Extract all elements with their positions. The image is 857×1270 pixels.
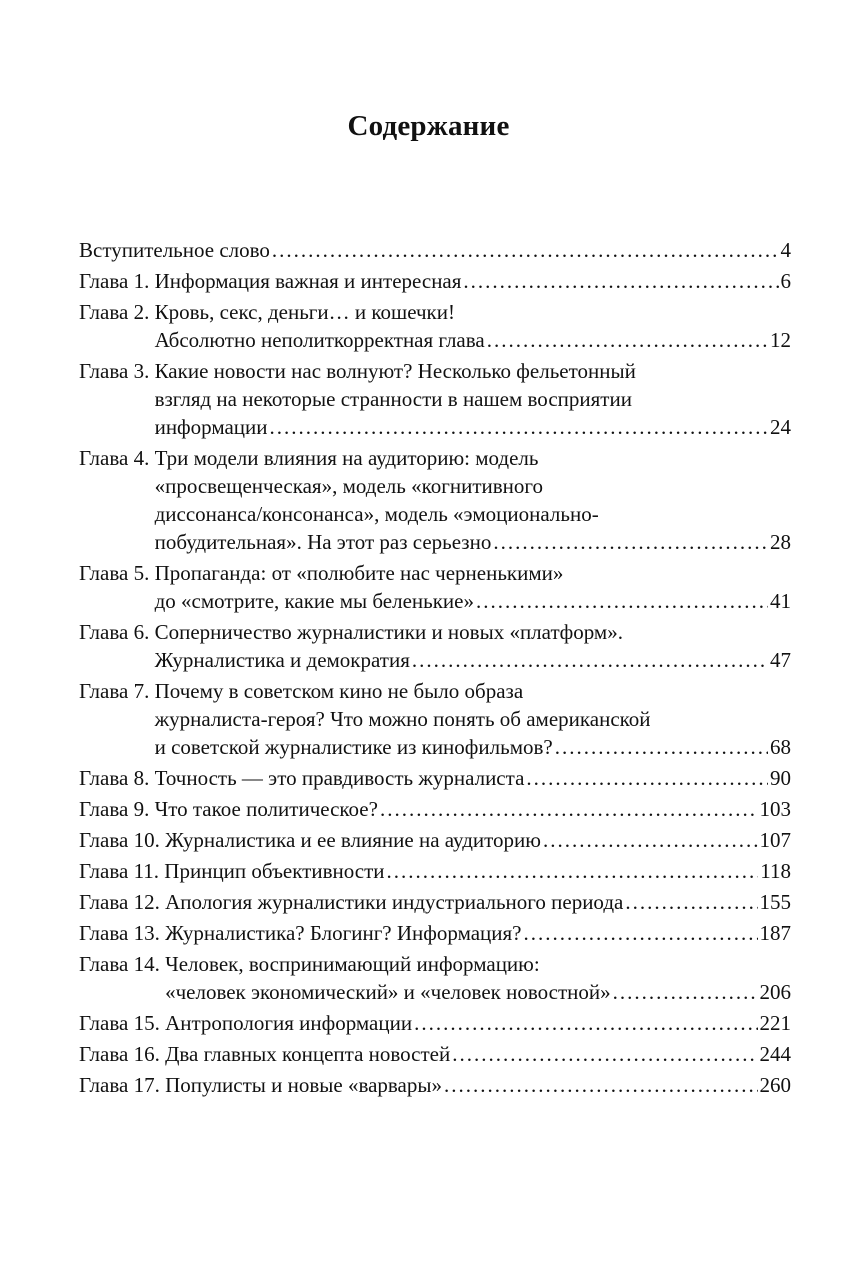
entry-title-line: Антропология информации <box>165 1011 413 1035</box>
toc-entry[interactable] <box>79 919 791 947</box>
chapter-label: Глава 10. <box>79 828 166 852</box>
toc-entry[interactable] <box>79 1071 791 1099</box>
toc-entry[interactable] <box>79 950 791 1006</box>
chapter-label: Глава 16. <box>79 1042 166 1066</box>
toc-entry[interactable] <box>79 795 791 823</box>
dot-leader <box>613 978 758 1006</box>
entry-title-line: Журналистика? Блогинг? Информация? <box>165 921 522 945</box>
dot-leader <box>270 413 768 441</box>
dot-leader <box>524 919 758 947</box>
page-number: 41 <box>770 589 791 613</box>
entry-title-line: диссонанса/консонанса», модель «эмоционально- <box>154 502 599 526</box>
page-number: 103 <box>759 797 791 821</box>
entry-title-line: Три модели влияния на аудиторию: модель <box>154 446 539 470</box>
toc-entry[interactable] <box>79 267 791 295</box>
entry-title-line: Точность — это правдивость журналиста <box>154 766 525 790</box>
dot-leader <box>412 646 768 674</box>
chapter-label: Глава 15. <box>79 1011 166 1035</box>
page-number: 28 <box>770 530 791 554</box>
entry-title-line: Журналистика и демократия <box>154 648 410 672</box>
page-number: 4 <box>780 238 791 262</box>
toc-entry[interactable] <box>79 559 791 615</box>
page-number: 90 <box>770 766 791 790</box>
chapter-label: Глава 9. <box>79 797 155 821</box>
toc-entry[interactable] <box>79 888 791 916</box>
entry-title-line: взгляд на некоторые странности в нашем восприятии <box>154 387 632 411</box>
dot-leader <box>487 326 768 354</box>
entry-title-line: «просвещенческая», модель «когнитивного <box>154 474 543 498</box>
page-number: 6 <box>780 269 791 293</box>
chapter-label: Глава 7. <box>79 679 155 703</box>
chapter-label: Глава 14. <box>79 952 166 976</box>
toc-entry[interactable] <box>79 357 791 441</box>
toc-entry[interactable] <box>79 826 791 854</box>
chapter-label: Глава 4. <box>79 446 155 470</box>
entry-title-line: Почему в советском кино не было образа <box>154 679 524 703</box>
toc-entry[interactable] <box>79 236 791 264</box>
toc-entry[interactable] <box>79 1009 791 1037</box>
entry-title-line: Принцип объективности <box>164 859 385 883</box>
entry-title-line: побудительная». На этот раз серьезно <box>154 530 492 554</box>
dot-leader <box>444 1071 758 1099</box>
chapter-label: Глава 1. <box>79 269 155 293</box>
page-number: 12 <box>770 328 791 352</box>
entry-title-line: и советской журналистике из кинофильмов? <box>154 735 553 759</box>
chapter-label: Глава 5. <box>79 561 155 585</box>
chapter-label: Глава 2. <box>79 300 155 324</box>
entry-title-line: Информация важная и интересная <box>154 269 462 293</box>
chapter-label: Глава 6. <box>79 620 155 644</box>
dot-leader <box>414 1009 757 1037</box>
page-title: Содержание <box>347 110 510 142</box>
page-number: 118 <box>760 859 791 883</box>
dot-leader <box>493 528 768 556</box>
entry-title-line: Популисты и новые «варвары» <box>165 1073 442 1097</box>
page-number: 47 <box>770 648 791 672</box>
page-number: 187 <box>759 921 791 945</box>
chapter-label: Глава 3. <box>79 359 155 383</box>
dot-leader <box>625 888 757 916</box>
entry-title-line: журналиста-героя? Что можно понять об американской <box>154 707 651 731</box>
toc-entry[interactable] <box>79 444 791 556</box>
entry-title-line: Два главных концепта новостей <box>165 1042 451 1066</box>
dot-leader <box>526 764 768 792</box>
entry-title-line: Апология журналистики индустриального периода <box>165 890 624 914</box>
chapter-label: Глава 11. <box>79 859 165 883</box>
dot-leader <box>463 267 778 295</box>
page-number: 24 <box>770 415 791 439</box>
page-number: 155 <box>759 890 791 914</box>
entry-title-line: Пропаганда: от «полюбите нас черненькими» <box>154 561 564 585</box>
entry-title-line: Человек, воспринимающий информацию: <box>165 952 540 976</box>
entry-title-line: Кровь, секс, деньги… и кошечки! <box>154 300 455 324</box>
dot-leader <box>555 733 768 761</box>
entry-title-line: Журналистика и ее влияние на аудиторию <box>165 828 541 852</box>
toc-entry[interactable] <box>79 298 791 354</box>
entry-title-line: Абсолютно неполиткорректная глава <box>154 328 485 352</box>
entry-title-line: информации <box>154 415 268 439</box>
dot-leader <box>380 795 758 823</box>
page-number: 68 <box>770 735 791 759</box>
page-number: 107 <box>759 828 791 852</box>
dot-leader <box>476 587 768 615</box>
chapter-label: Глава 17. <box>79 1073 166 1097</box>
chapter-label: Глава 13. <box>79 921 166 945</box>
entry-title-line: Какие новости нас волнуют? Несколько фельетонный <box>154 359 636 383</box>
entry-title-line: «человек экономический» и «человек новостной» <box>165 980 611 1004</box>
page-number: 244 <box>759 1042 791 1066</box>
entry-title-line: Вступительное слово <box>79 238 270 262</box>
page-number: 206 <box>759 980 791 1004</box>
toc-entry[interactable] <box>79 764 791 792</box>
chapter-label: Глава 8. <box>79 766 155 790</box>
dot-leader <box>387 857 759 885</box>
entry-title-line: до «смотрите, какие мы беленькие» <box>154 589 474 613</box>
table-of-contents <box>79 236 791 1102</box>
toc-entry[interactable] <box>79 1040 791 1068</box>
dot-leader <box>452 1040 757 1068</box>
toc-entry[interactable] <box>79 857 791 885</box>
page-number: 260 <box>759 1073 791 1097</box>
chapter-label: Глава 12. <box>79 890 166 914</box>
dot-leader <box>272 236 779 264</box>
dot-leader <box>543 826 758 854</box>
page-number: 221 <box>759 1011 791 1035</box>
entry-title-line: Соперничество журналистики и новых «платформ». <box>154 620 623 644</box>
toc-entry[interactable] <box>79 677 791 761</box>
entry-title-line: Что такое политическое? <box>154 797 378 821</box>
toc-entry[interactable] <box>79 618 791 674</box>
